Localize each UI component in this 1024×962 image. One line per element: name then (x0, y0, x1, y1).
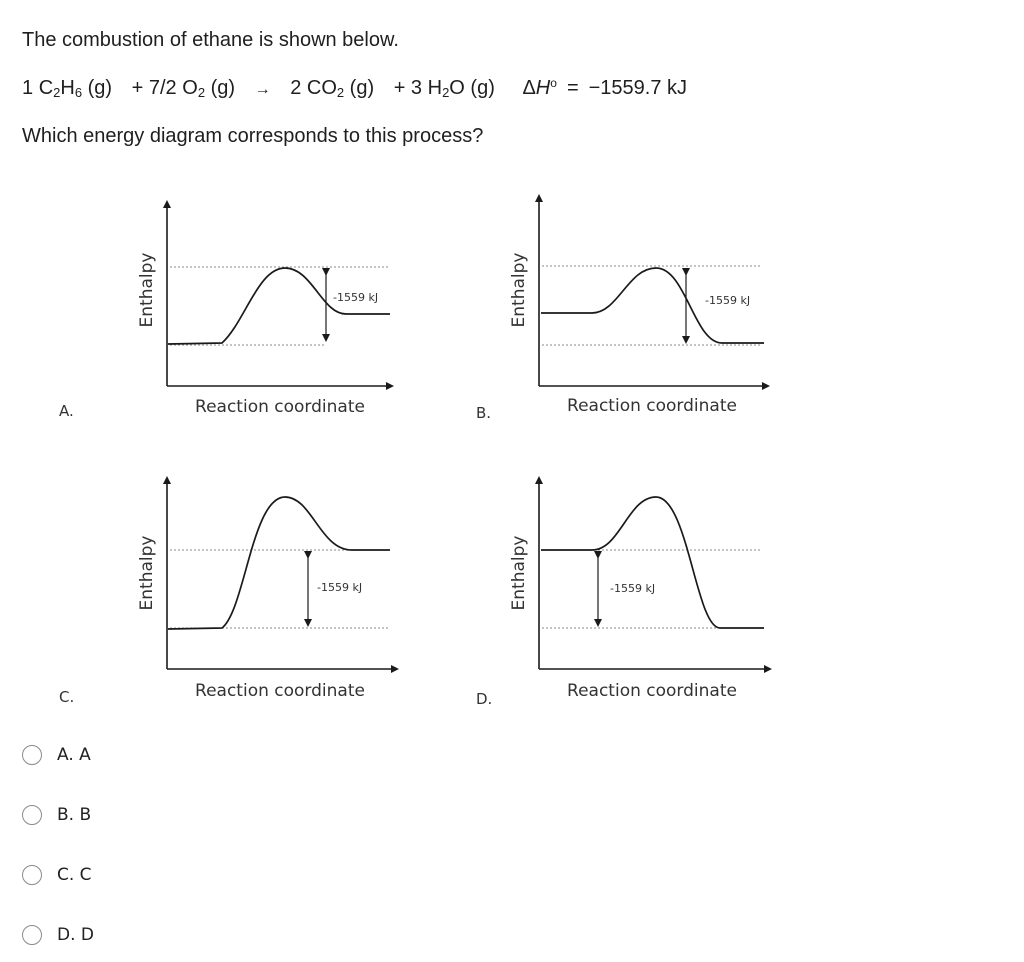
reactant-oxygen: + 7/2 $O_2$ (g) (131, 77, 236, 100)
diagram-b-y-label: Enthalpy (509, 252, 529, 328)
option-d-label[interactable]: D. D (57, 925, 94, 945)
option-b-radio[interactable] (22, 805, 42, 825)
option-d-radio[interactable] (22, 925, 42, 945)
question-intro: The combustion of ethane is shown below. (22, 29, 399, 51)
diagram-c-dh-label: -1559 kJ (317, 581, 363, 594)
diagram-b-dh-label: -1559 kJ (705, 294, 751, 307)
diagram-c-letter: C. (59, 688, 75, 706)
option-c-radio[interactable] (22, 865, 42, 885)
diagram-c-x-label: Reaction coordinate (195, 681, 365, 701)
diagram-b (509, 198, 766, 416)
option-a-label[interactable]: A. A (57, 745, 91, 765)
diagram-c (137, 480, 395, 701)
diagram-d-dh-label: -1559 kJ (610, 582, 656, 595)
diagram-a-y-label: Enthalpy (137, 252, 157, 328)
reaction-arrow: → (254, 81, 271, 98)
enthalpy-change: $\Delta H^o = -1559.7$ kJ (522, 76, 688, 99)
diagram-d-energy-curve (541, 497, 764, 628)
diagram-c-energy-curve (168, 497, 390, 629)
diagram-d (509, 480, 768, 701)
option-b-label[interactable]: B. B (57, 805, 92, 825)
diagram-a-energy-curve (168, 268, 390, 344)
option-a[interactable] (22, 742, 91, 768)
diagram-d-x-label: Reaction coordinate (567, 681, 737, 701)
option-b[interactable] (22, 802, 91, 828)
question-prompt: Which energy diagram corresponds to this process? (22, 125, 484, 147)
option-a-radio[interactable] (22, 745, 42, 765)
option-c[interactable] (22, 862, 92, 888)
diagram-b-x-label: Reaction coordinate (567, 396, 737, 416)
reactant-ethane: 1 $C_2H_6$ (g) (22, 77, 113, 100)
option-d[interactable] (22, 922, 94, 948)
product-water: + 3 $H_2O$ (g) (393, 77, 495, 100)
diagram-d-y-label: Enthalpy (509, 535, 529, 611)
diagram-a-dh-label: -1559 kJ (333, 291, 379, 304)
diagram-c-y-label: Enthalpy (137, 535, 157, 611)
diagram-d-letter: D. (476, 690, 493, 708)
diagram-a-x-label: Reaction coordinate (195, 397, 365, 417)
option-c-label[interactable]: C. C (57, 865, 92, 885)
diagram-b-letter: B. (476, 404, 492, 422)
diagram-a (137, 204, 390, 417)
diagram-a-letter: A. (59, 402, 74, 420)
product-co2: 2 $CO_2$ (g) (290, 77, 375, 100)
